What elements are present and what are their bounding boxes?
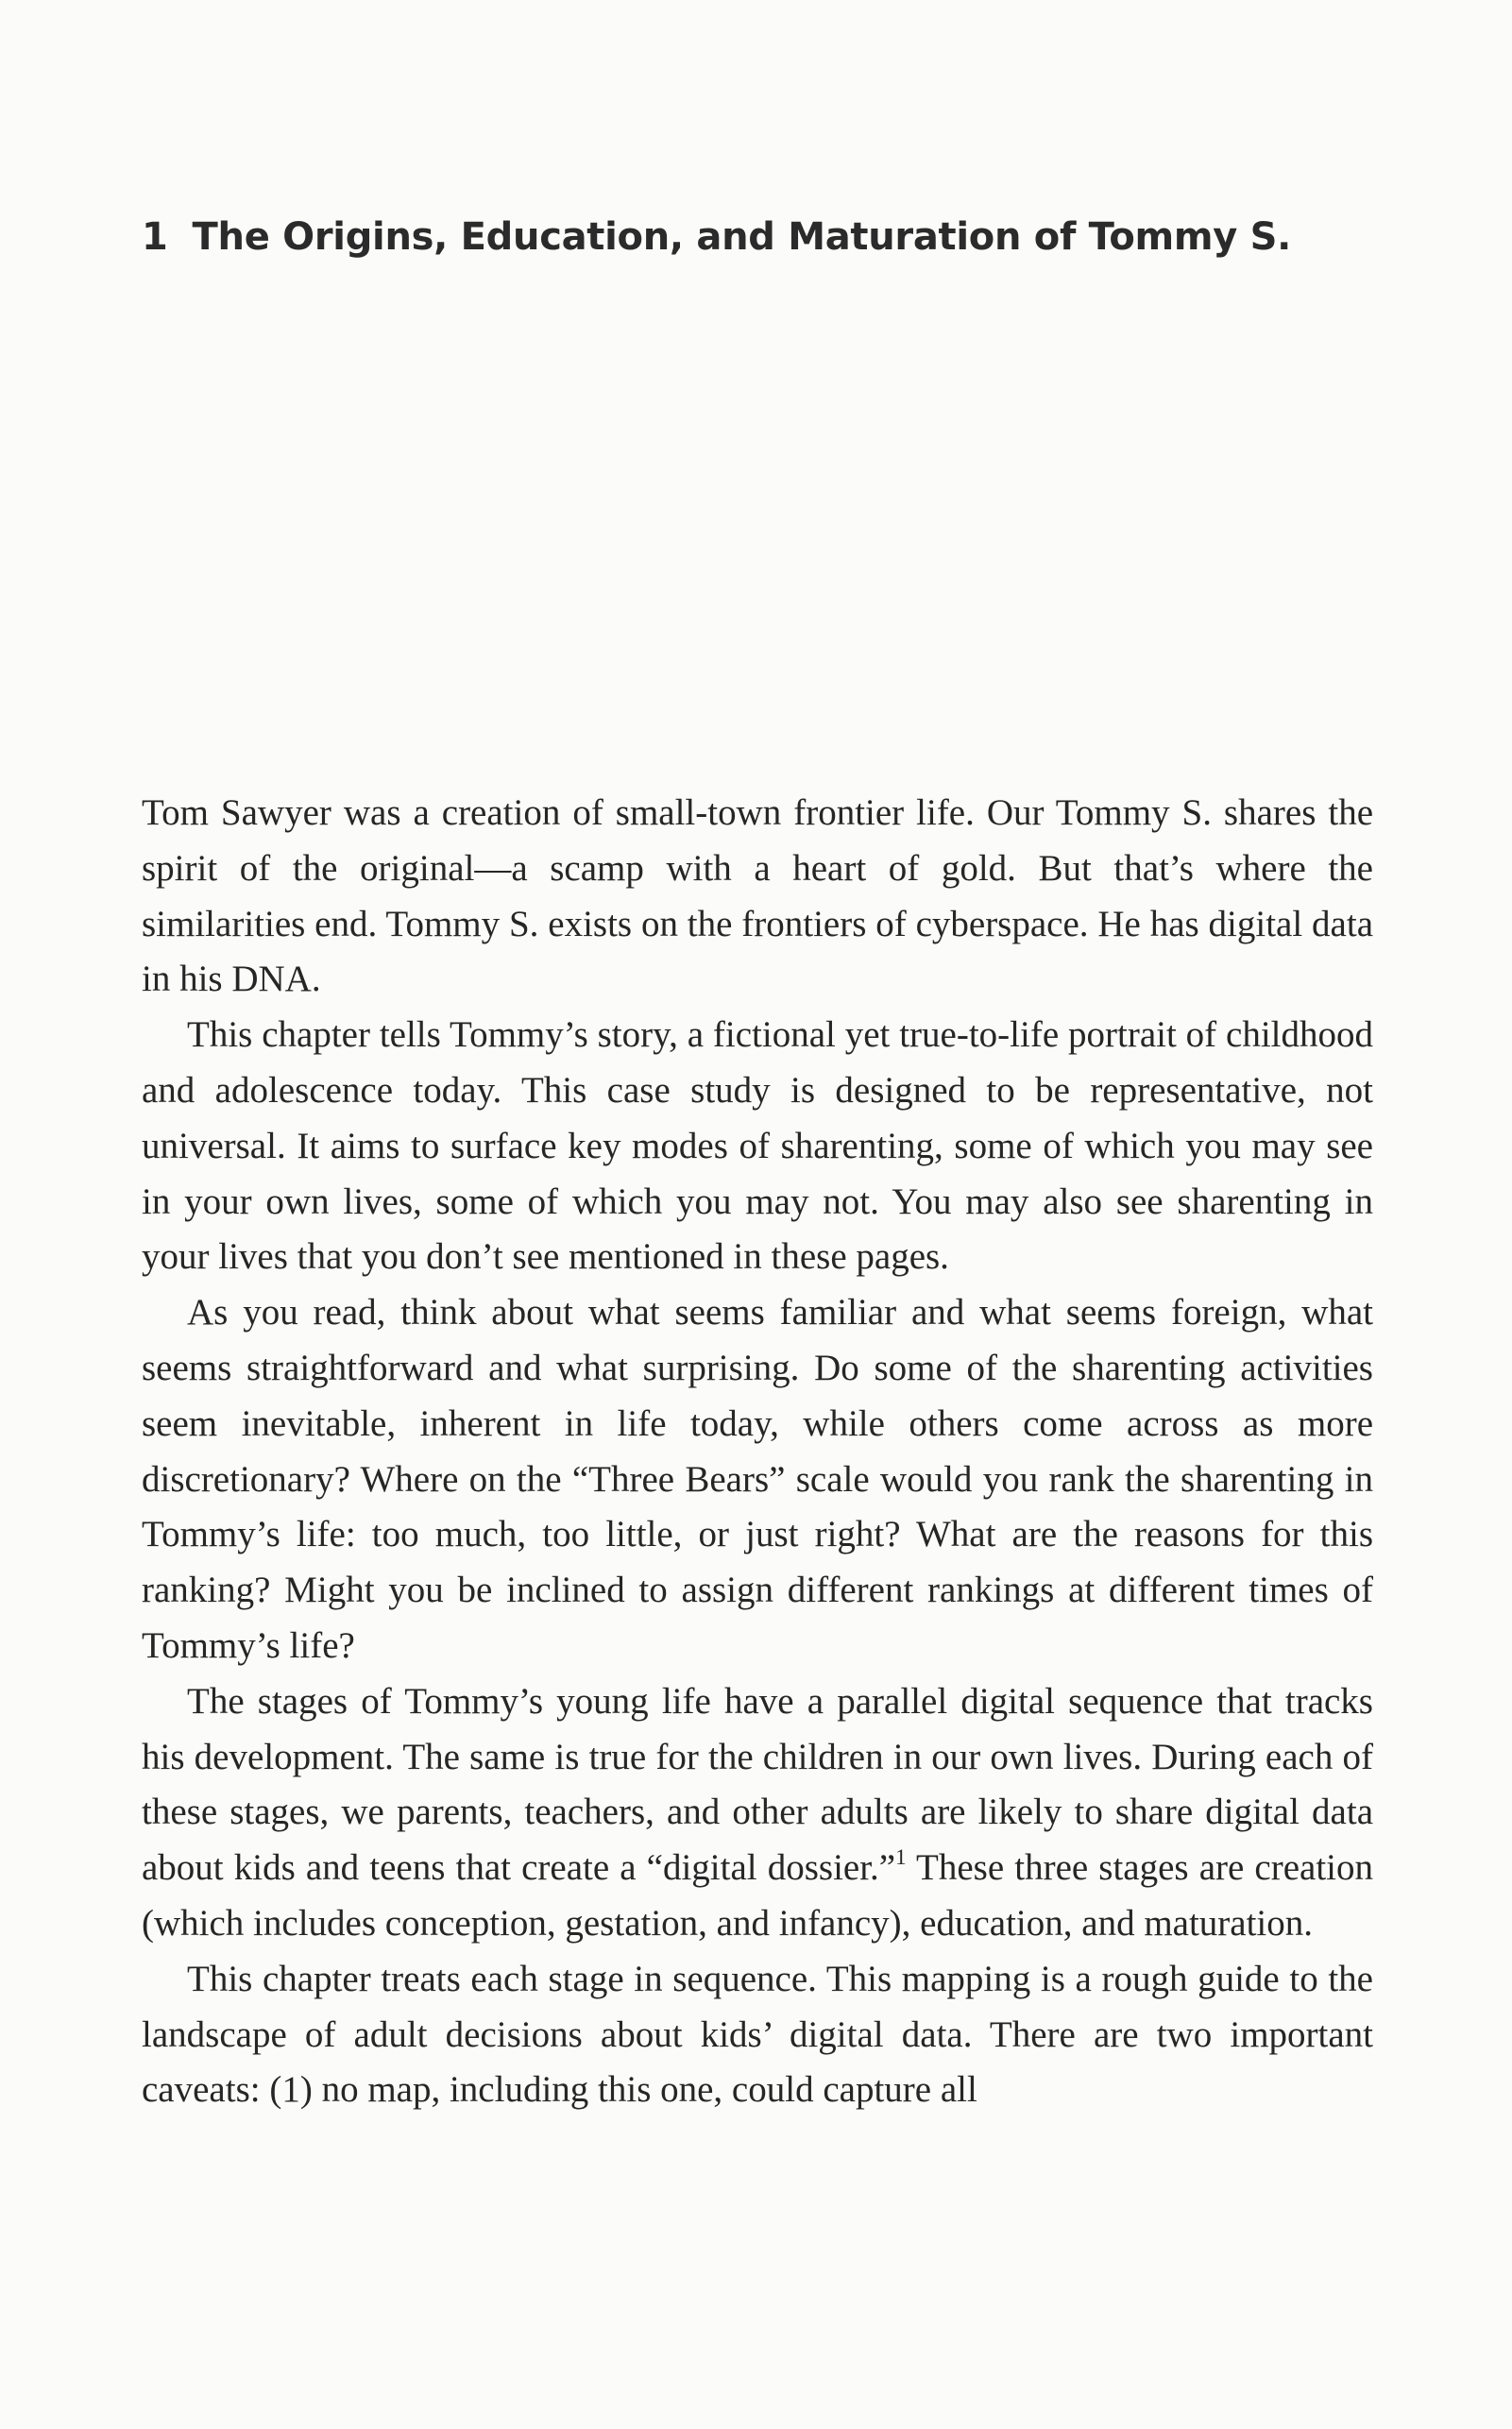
paragraph-3: As you read, think about what seems familiar and what seems foreign, what seems straightforward and what surprising. Do some of the sharenting activities seem inevitable, inherent in life today, while others come across as more discretionary? Where on the “Three Bears” scale would you rank the sharenting in Tommy’s life: too much, too little, or just right? What are the reasons for this ranking? Might you be inclined to assign different rankings at different times of Tommy’s life? xyxy=(142,1292,1373,1666)
footnote-reference[interactable]: 1 xyxy=(895,1845,907,1870)
chapter-heading xyxy=(142,215,1291,259)
chapter-number: 1 xyxy=(142,215,168,259)
paragraph-2: This chapter tells Tommy’s story, a fictional yet true-to-life portrait of childhood and adolescence today. This case study is designed to be representative, not universal. It aims to surface key modes of sharenting, some of which you may see in your own lives, some of which you may not. You may also see sharenting in your lives that you don’t see mentioned in these pages. xyxy=(142,1014,1373,1278)
chapter-title: The Origins, Education, and Maturation of Tommy S. xyxy=(192,215,1292,259)
chapter-body xyxy=(142,786,1373,2118)
paragraph-4 xyxy=(142,1674,1373,1952)
paragraph-5: This chapter treats each stage in sequence. This mapping is a rough guide to the landscape of adult decisions about kids’ digital data. There are two important caveats: (1) no map, including this one, could capture all xyxy=(142,1958,1373,2111)
paragraph-4-text: The stages of Tommy’s young life have a parallel digital sequence that tracks his development. The same is true for the children in our own lives. During each of these stages, we parents, teachers, and other adults are likely to share digital data about kids and teens that create a “digital dossier.” xyxy=(142,1680,1373,1889)
paragraph-4-continuation: These three stages are creation (which includes conception, gestation, and infancy), education, and maturation. xyxy=(142,1847,1374,1944)
paragraph-1: Tom Sawyer was a creation of small-town frontier life. Our Tommy S. shares the spirit of the original—a scamp with a heart of gold. But that’s where the similarities end. Tommy S. exists on the frontiers of cyberspace. He has digital data in his DNA. xyxy=(142,792,1373,1000)
